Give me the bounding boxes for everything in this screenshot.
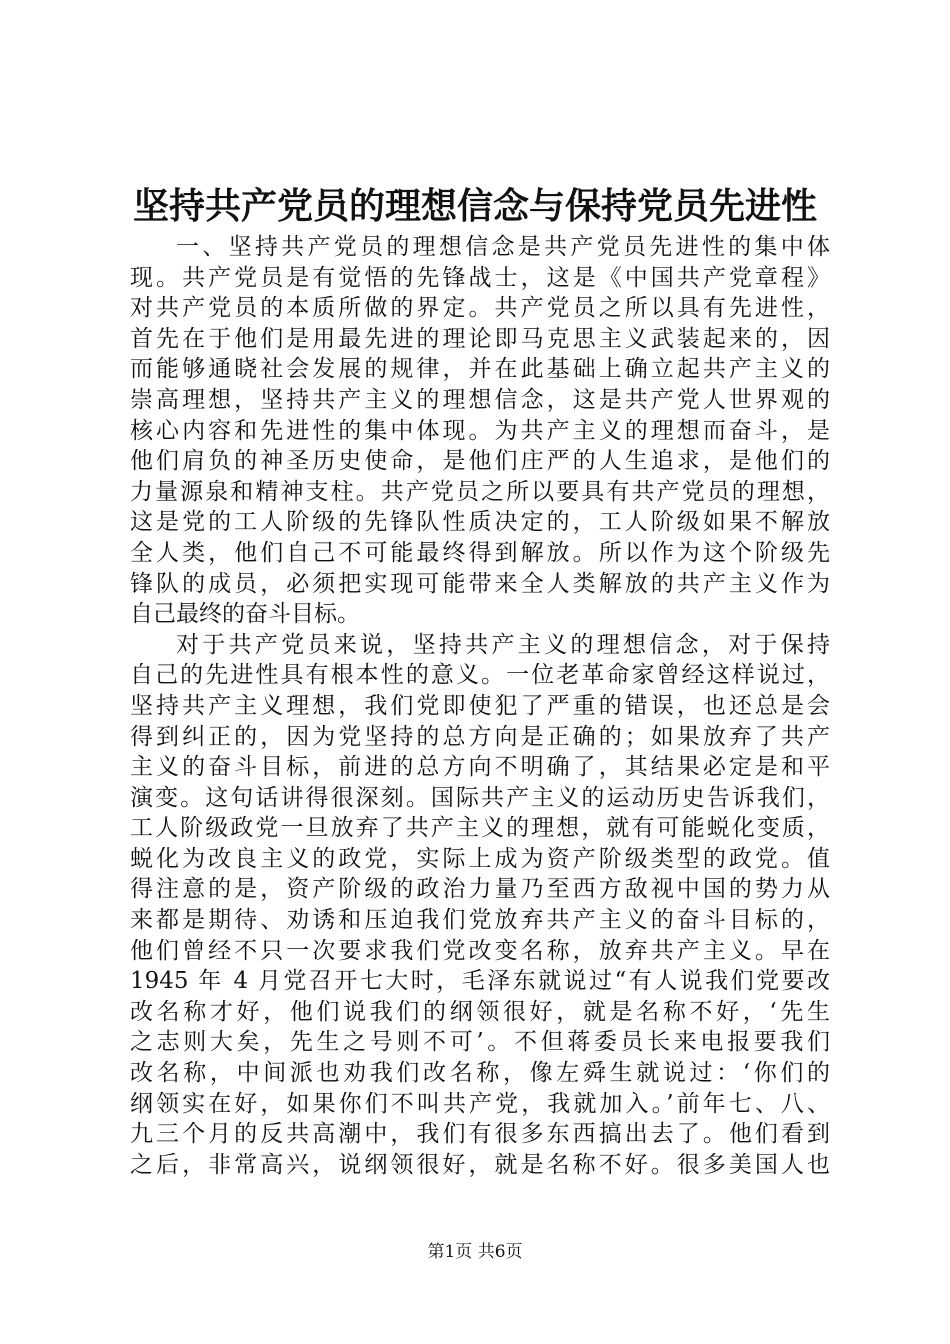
text-line: 得注意的是，资产阶级的政治力量乃至西方敌视中国的势力从 (130, 876, 830, 903)
text-line: 改名称，中间派也劝我们改名称，像左舜生就说过：‘你们的 (130, 1060, 830, 1087)
text-line: 自己的先进性具有根本性的意义。一位老革命家曾经这样说过， (130, 662, 830, 689)
paragraph-1 (130, 232, 830, 630)
text-line: 坚持共产主义理想，我们党即使犯了严重的错误，也还总是会 (130, 692, 830, 719)
document-body (130, 232, 830, 1180)
text-line: 全人类，他们自己不可能最终得到解放。所以作为这个阶级先 (130, 539, 830, 566)
text-line: 崇高理想，坚持共产主义的理想信念，这是共产党人世界观的 (130, 386, 830, 413)
text-line: 首先在于他们是用最先进的理论即马克思主义武装起来的，因 (130, 325, 830, 352)
text-line: 锋队的成员，必须把实现可能带来全人类解放的共产主义作为 (130, 570, 830, 597)
text-line: 一、坚持共产党员的理想信念是共产党员先进性的集中体 (176, 234, 830, 260)
text-line: 自己最终的奋斗目标。 (130, 601, 360, 628)
text-line: 而能够通晓社会发展的规律，并在此基础上确立起共产主义的 (130, 356, 830, 383)
text-line: 纲领实在好，如果你们不叫共产党，我就加入。’前年七、八、 (130, 1090, 830, 1117)
text-line: 核心内容和先进性的集中体现。为共产主义的理想而奋斗，是 (130, 417, 830, 444)
text-line: 他们肩负的神圣历史使命，是他们庄严的人生追求，是他们的 (130, 448, 830, 475)
text-line: 之后，非常高兴，说纲领很好，就是名称不好。很多美国人也 (130, 1151, 830, 1178)
text-line: 九三个月的反共高潮中，我们有很多东西搞出去了。他们看到 (130, 1121, 830, 1148)
text-line: 演变。这句话讲得很深刻。国际共产主义的运动历史告诉我们， (130, 784, 830, 811)
text-line: 他们曾经不只一次要求我们党改变名称，放弃共产主义。早在 (130, 937, 830, 964)
text-line: 主义的奋斗目标，前进的总方向不明确了，其结果必定是和平 (130, 754, 830, 781)
text-line: 工人阶级政党一旦放弃了共产主义的理想，就有可能蜕化变质， (130, 815, 830, 842)
text-line: 力量源泉和精神支柱。共产党员之所以要具有共产党员的理想， (130, 478, 830, 505)
text-line: 现。共产党员是有觉悟的先锋战士，这是《中国共产党章程》 (130, 264, 830, 291)
paragraph-2 (130, 630, 830, 1181)
text-line: 蜕化为改良主义的政党，实际上成为资产阶级类型的政党。值 (130, 845, 830, 872)
text-line: 之志则大矣，先生之号则不可’。不但蒋委员长来电报要我们 (130, 1029, 830, 1056)
text-line: 得到纠正的，因为党坚持的总方向是正确的；如果放弃了共产 (130, 723, 830, 750)
text-line: 改名称才好，他们说我们的纲领很好，就是名称不好，‘先生 (130, 998, 830, 1025)
text-line: 1945 年 4 月党召开七大时，毛泽东就说过“有人说我们党要改 (130, 968, 830, 995)
text-line: 对于共产党员来说，坚持共产主义的理想信念，对于保持 (176, 631, 830, 658)
text-line: 对共产党员的本质所做的界定。共产党员之所以具有先进性， (130, 295, 830, 322)
text-line: 来都是期待、劝诱和压迫我们党放弃共产主义的奋斗目标的， (130, 907, 830, 934)
page-number-footer: 第1页 共6页 (427, 1242, 523, 1262)
text-line: 这是党的工人阶级的先锋队性质决定的，工人阶级如果不解放 (130, 509, 830, 536)
document-title: 坚持共产党员的理想信念与保持党员先进性 (132, 185, 817, 227)
